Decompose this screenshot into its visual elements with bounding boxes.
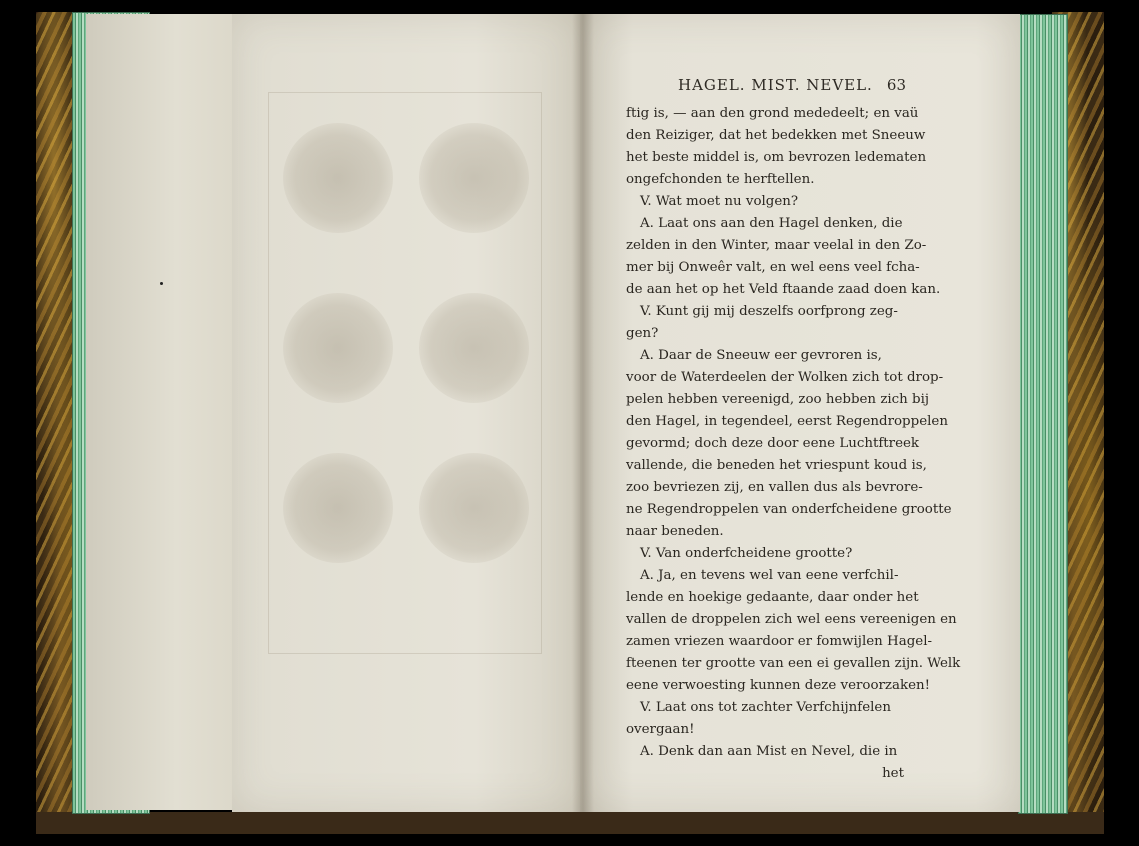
page-number: 63 [886, 76, 906, 94]
text-line: zamen vriezen waardoor er fomwijlen Hagel- [626, 634, 933, 649]
speck [160, 282, 163, 285]
page-body-text [626, 103, 961, 785]
text-line: den Reiziger, dat het bedekken met Sneeuw [626, 128, 926, 143]
text-line: gen? [626, 326, 659, 341]
running-head-title: HAGEL. MIST. NEVEL. [678, 76, 873, 94]
text-line: voor de Waterdeelen der Wolken zich tot drop- [626, 370, 944, 385]
text-line: V. Laat ons tot zachter Verfchijnfelen [640, 700, 891, 715]
ghost-snowflake-2 [419, 123, 529, 233]
text-line: de aan het op het Veld ftaande zaad doen kan. [626, 282, 941, 297]
text-line: zoo bevriezen zij, en vallen dus als bevrore- [626, 480, 923, 495]
catchword: het [882, 766, 904, 781]
text-line: naar beneden. [626, 524, 724, 539]
text-line: A. Ja, en tevens wel van eene verfchil- [640, 568, 899, 583]
right-page-edges [1018, 14, 1068, 814]
left-leaf-stack [86, 14, 236, 810]
text-line: ongefchonden te herftellen. [626, 172, 815, 187]
text-line: A. Daar de Sneeuw eer gevroren is, [640, 348, 882, 363]
text-line: mer bij Onweêr valt, en wel eens veel fcha- [626, 260, 920, 275]
text-line: V. Wat moet nu volgen? [640, 194, 799, 209]
text-line: pelen hebben vereenigd, zoo hebben zich bij [626, 392, 930, 407]
text-line: vallen de droppelen zich wel eens vereenigen en [626, 612, 957, 627]
text-line: vallende, die beneden het vriespunt koud is, [626, 458, 927, 473]
text-line: overgaan! [626, 722, 695, 737]
text-line: V. Kunt gij mij deszelfs oorfprong zeg- [640, 304, 898, 319]
text-line: het beste middel is, om bevrozen ledematen [626, 150, 927, 165]
text-line: V. Van onderfcheidene grootte? [640, 546, 853, 561]
text-line: eene verwoesting kunnen deze veroorzaken! [626, 678, 931, 693]
bottom-board-edge [36, 812, 1104, 834]
text-line: A. Laat ons aan den Hagel denken, die [640, 216, 903, 231]
ghost-snowflake-1 [283, 123, 393, 233]
text-line: zelden in den Winter, maar veelal in den Zo- [626, 238, 927, 253]
text-line: ne Regendroppelen van onderfcheidene grootte [626, 502, 952, 517]
ghost-snowflake-3 [283, 293, 393, 403]
text-line: ftig is, — aan den grond mededeelt; en vaü [626, 106, 919, 121]
text-line: fteenen ter grootte van een ei gevallen zijn. Welk [626, 656, 961, 671]
gutter-shadow [572, 14, 594, 812]
text-line: A. Denk dan aan Mist en Nevel, die in [640, 744, 898, 759]
text-line: den Hagel, in tegendeel, eerst Regendroppelen [626, 414, 948, 429]
ghost-snowflake-4 [419, 293, 529, 403]
ghost-snowflake-6 [419, 453, 529, 563]
plate-show-through [268, 92, 542, 654]
ghost-snowflake-5 [283, 453, 393, 563]
text-line: gevormd; doch deze door eene Luchtftreek [626, 436, 920, 451]
text-line: lende en hoekige gedaante, daar onder het [626, 590, 919, 605]
running-head [678, 76, 906, 94]
